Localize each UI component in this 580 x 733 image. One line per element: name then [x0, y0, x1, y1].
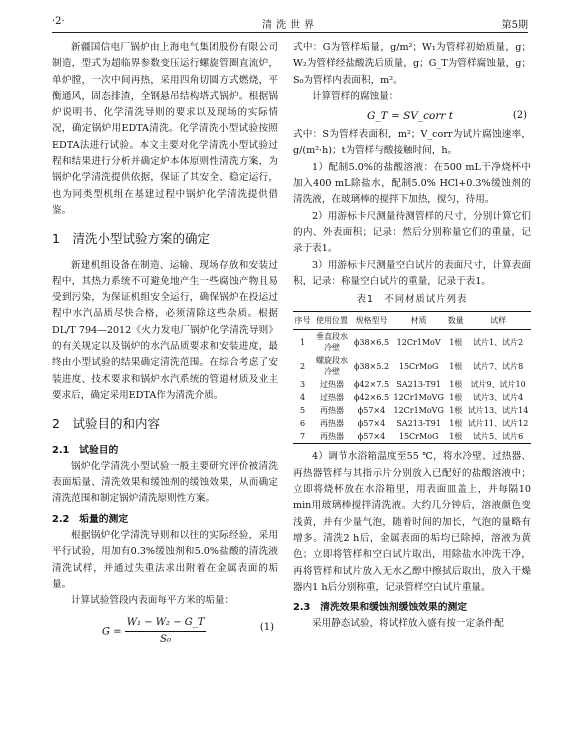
table-cell: 过热器 [319, 393, 344, 403]
section-2-2-paragraph: 根据锅炉化学清洗导则和以往的实际经验，采用平行试验，用加有0.3%缓蚀剂和5.0%盐酸的清洗液清洗试样，并通过失重法求出附着在金属表面的垢量。 [52, 530, 278, 590]
table-row [293, 378, 531, 391]
table-cell: ϕ57×4 [357, 419, 386, 429]
table-cell: 再热器 [319, 406, 344, 416]
table-header-row [293, 312, 531, 330]
equation-2-intro: 计算管样的腐蚀量： [312, 90, 399, 102]
table-cell: 1根 [449, 393, 463, 403]
table-cell: 再热器 [319, 419, 344, 429]
table-cell: 1根 [449, 337, 463, 347]
table-1-caption: 表1 不同材质试片列表 [356, 294, 468, 306]
step-2-paragraph: 2）用游标卡尺测量待测管样的尺寸，分别计算它们的内、外表面积；记录：然后分别称量它们的重量，记录于表1。 [293, 210, 531, 255]
table-header-cell: 使用位置 [315, 316, 348, 326]
table-cell: 试片11、试片12 [467, 419, 529, 429]
left-column [52, 40, 278, 645]
table-header-cell: 试样 [490, 316, 507, 326]
section-2-3-heading: 2.3 清洗效果和缓蚀剂缓蚀效果的测定 [293, 602, 468, 614]
table-row [293, 354, 531, 378]
table-cell: 过热器 [319, 380, 344, 390]
table-cell: 1根 [449, 419, 463, 429]
table-cell: 12Cr1MoVG [393, 406, 444, 416]
table-cell: SA213-T91 [396, 380, 441, 390]
step-3-paragraph: 3）用游标卡尺测量空白试片的表面尺寸，计算表面积，记录：称量空白试片的重量，记录于表1。 [293, 259, 531, 287]
table-cell: 3 [299, 380, 306, 390]
equation-1-lhs: G = [102, 625, 122, 637]
table-cell: 1根 [449, 406, 463, 416]
step-4-paragraph: 4）调节水浴箱温度至55 ℃，将水冷壁、过热器、再热器管样与其指示片分别放入已配好的盐酸溶液中；立即将烧杯放在水浴箱里，用表面皿盖上，并每隔10 min用玻璃棒搅拌清洗液。大约几分钟后，溶液颜色变浅黄，并有少量气泡，随着时间的加长，气泡的量略有增多。清洗2 h后，金属表面的垢均已除掉，溶液为黄色；立即将管样和空白试片取出，用除盐水冲洗干净，再将管样和试片放入无水乙醇中擦拭后取出，放入干燥器内1 h后分别称重，记录管样空白试片重量。 [293, 451, 531, 593]
journal-name: 清洗世界 [262, 20, 318, 31]
table-cell: ϕ38×6.5 [353, 337, 390, 347]
equation-1 [52, 610, 278, 645]
step-1-paragraph: 1）配制5.0%的盐酸溶液：在500 mL干净烧杯中加入400 mL除盐水，配制5.0% HCl+0.3%缓蚀剂的清洗液，在玻璃棒的搅拌下加热，搅匀，待用。 [293, 161, 531, 206]
table-cell: ϕ38×5.2 [353, 361, 390, 371]
equation-2 [293, 105, 531, 127]
table-cell: 6 [299, 419, 306, 429]
table-cell: 1根 [449, 361, 463, 371]
right-column [293, 40, 531, 633]
section-2-1-heading: 2.1 试验目的 [52, 444, 119, 456]
table-cell: 4 [299, 393, 306, 403]
table-cell: 试片9、试片10 [470, 380, 526, 390]
equation-2-number: (2) [512, 110, 527, 122]
table-cell: 试片3、试片4 [473, 393, 524, 403]
table-cell: 15CrMoG [398, 432, 439, 442]
table-header-cell: 数量 [447, 316, 464, 326]
section-1-paragraph: 新建机组设备在制造、运输、现场存放和安装过程中，其热力系统不可避免地产生一些腐蚀产物且易受到污染，为保证机组安全运行，确保锅炉在投运过程中水汽品质尽快合格，必须清除这些杂质。根据DL/T 794—2012《火力发电厂锅炉化学清洗导则》的有关规定以及锅炉的水汽品质要求和安装进度，最终由小型试验的结果确定清洗范围。在综合考虑了安装进度、技术要求和锅炉水汽系统的管道材质及业主要求后，确定采用EDTA作为清洗介质。 [52, 259, 278, 401]
intro-paragraph: 新疆国信电厂锅炉由上海电气集团股份有限公司制造，型式为超临界参数变压运行螺旋管圈直流炉，单炉膛，一次中间再热，采用四角切圆方式燃烧，平衡通风，固态排渣，全钢悬吊结构塔式锅炉。根据锅炉说明书、化学清洗导则的要求以及现场的实际情况，确定锅炉用EDTA清洗。化学清洗小型试验按照EDTA法进行试验。本文主要对化学清洗小型试验过程和结果进行分析并确定炉本体原则性清洗方案，为锅炉化学清洗提供依据，保证了其安全、稳定运行，也为同类型机组在基建过程中锅炉化学清洗提供借鉴。 [52, 42, 278, 216]
table-header-cell: 材质 [410, 316, 427, 326]
table-cell: 5 [299, 406, 306, 416]
table-cell: ϕ57×4 [357, 432, 386, 442]
issue-number: 第5期 [501, 20, 528, 31]
table-row [293, 404, 531, 417]
equation-1-legend: 式中：G为管样垢量，g/m²；W₁为管样初始质量，g；W₂为管样经盐酸洗后质量，g；G_T为管样腐蚀量，g；S₀为管样内表面积，m²。 [293, 42, 531, 86]
table-cell: 1根 [449, 432, 463, 442]
equation-1-intro: 计算试验管段内表面每平方米的垢量： [71, 595, 235, 607]
section-2-2-heading: 2.2 垢量的测定 [52, 513, 129, 525]
table-cell: 试片1、试片2 [473, 337, 524, 347]
equation-1-numerator: W₁ − W₂ − G_T [125, 615, 207, 632]
table-cell: ϕ57×4 [357, 406, 386, 416]
table-cell: 试片5、试片6 [473, 432, 524, 442]
table-cell: ϕ42×7.5 [353, 380, 390, 390]
table-cell: 12Cr1MoV [396, 337, 441, 347]
table-cell: 1 [299, 337, 306, 347]
section-2-heading: 2 试验目的和内容 [52, 416, 160, 432]
table-cell: ϕ42×6.5 [353, 393, 390, 403]
table-row [293, 417, 531, 430]
table-cell: 试片7、试片8 [473, 361, 524, 371]
table-row [293, 430, 531, 444]
table-cell: 试片13、试片14 [467, 406, 529, 416]
table-cell: 1根 [449, 380, 463, 390]
table-row [293, 391, 531, 404]
running-header [52, 14, 528, 33]
page-number: ·2· [52, 16, 65, 27]
table-row [293, 330, 531, 355]
table-cell: 2 [299, 361, 306, 371]
section-1-heading: 1 清洗小型试验方案的确定 [52, 231, 210, 247]
table-cell: 再热器 [319, 432, 344, 442]
equation-1-number: (1) [259, 621, 274, 633]
table-cell: SA213-T91 [396, 419, 441, 429]
table-cell: 螺旋段水冷壁 [315, 356, 348, 377]
table-cell: 垂直段水冷壁 [315, 332, 348, 353]
equation-2-body: G_T = SV_corr t [367, 110, 453, 123]
equation-1-denominator: S₀ [160, 633, 172, 645]
table-cell: 7 [299, 432, 306, 442]
table-header-cell: 序号 [294, 316, 311, 326]
equation-1-fraction [125, 615, 207, 649]
table-header-cell: 规格型号 [355, 316, 388, 326]
section-2-1-paragraph: 锅炉化学清洗小型试验一般主要研究评价被清洗表面垢量、清洗效果和缓蚀剂的缓蚀效果，从而确定清洗范围和制定锅炉清洗原则性方案。 [52, 460, 278, 505]
specimen-table [293, 311, 531, 444]
section-2-3-paragraph: 采用静态试验，将试样放入盛有按一定条件配 [312, 618, 504, 630]
table-cell: 15CrMoG [398, 361, 439, 371]
table-cell: 12Cr1MoVG [393, 393, 444, 403]
equation-2-legend: 式中：S为管样表面积，m²；V_corr为试片腐蚀速率，g/(m²·h)；t为管样与酸接触时间，h。 [293, 129, 531, 157]
